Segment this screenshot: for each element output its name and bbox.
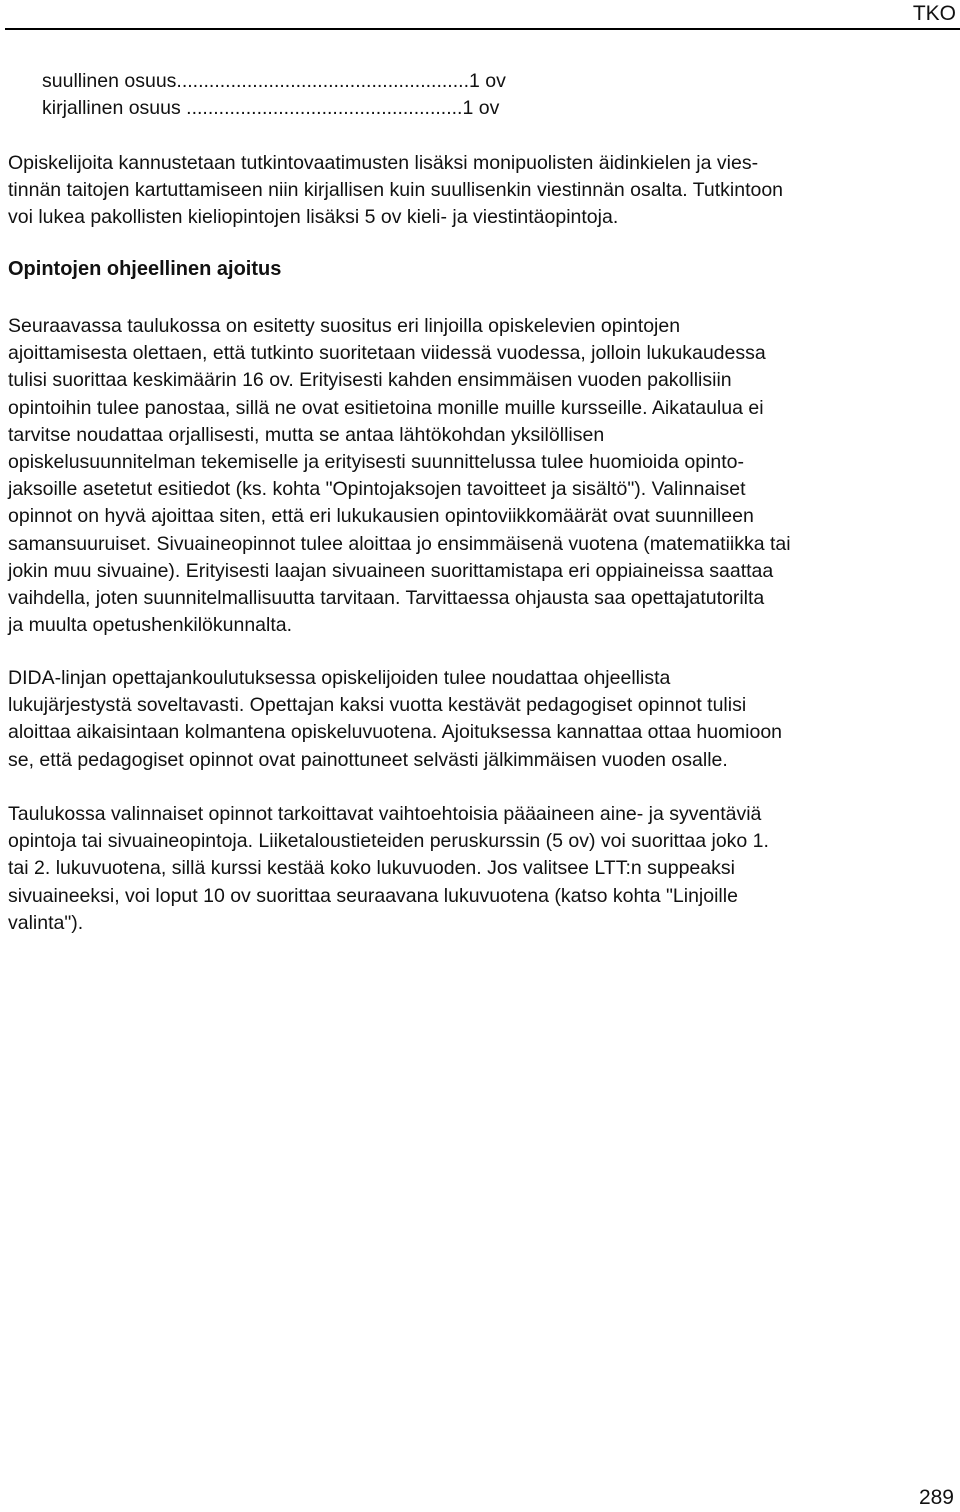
section-heading: Opintojen ohjeellinen ajoitus [8, 258, 282, 280]
paragraph-line: DIDA-linjan opettajankoulutuksessa opiskelijoiden tulee noudattaa ohjeellista [8, 667, 671, 689]
intro-line: tinnän taitojen kartuttamiseen niin kirjallisen kuin suullisenkin viestinnän osalta. Tutkintoon [8, 179, 784, 202]
paragraph-line: sivuaineeksi, voi loput 10 ov suorittaa seuraavana lukuvuotena (katso kohta "Linjoille [8, 884, 738, 907]
paragraph-line: Seuraavassa taulukossa on esitetty suositus eri linjoilla opiskelevien opintojen [8, 315, 681, 337]
elective-paragraph [8, 801, 943, 937]
credit-line-written: kirjallinen osuus ...................................................1 ov [42, 97, 500, 120]
paragraph-line: tulisi suorittaa keskimäärin 16 ov. Erityisesti kahden ensimmäisen vuoden pakollisiin [8, 369, 732, 392]
intro-line: voi lukea pakollisten kieliopintojen lisäksi 5 ov kieli- ja viestintäopintoja. [8, 206, 619, 229]
paragraph-line: opintoja tai sivuaineopintoja. Liiketaloustieteiden peruskurssin (5 ov) voi suorittaa joko 1. [8, 830, 769, 853]
paragraph-line: tai 2. lukuvuotena, sillä kurssi kestää koko lukuvuoden. Jos valitsee LTT:n suppeaksi [8, 857, 735, 880]
page-number: 289 [918, 1486, 954, 1509]
paragraph-line: ajoittamisesta olettaen, että tutkinto suoritetaan viidessä vuodessa, jolloin lukukaudessa [8, 342, 766, 365]
intro-paragraph [8, 150, 943, 232]
dida-paragraph [8, 665, 943, 774]
paragraph-line: samansuuruiset. Sivuaineopinnot tulee aloittaa jo ensimmäisenä vuotena (matematiikka tai [8, 532, 791, 555]
paragraph-line: opiskelusuunnitelman tekemiselle ja erityisesti suunnittelussa tulee huomioida opinto- [8, 451, 744, 474]
paragraph-line: Taulukossa valinnaiset opinnot tarkoittavat vaihtoehtoisia pääaineen aine- ja syventäviä [8, 803, 762, 825]
paragraph-line: se, että pedagogiset opinnot ovat painottuneet selvästi jälkimmäisen vuoden osalle. [8, 748, 728, 771]
credit-list [42, 68, 902, 122]
intro-line: Opiskelijoita kannustetaan tutkintovaatimusten lisäksi monipuolisten äidinkielen ja vies- [8, 152, 759, 174]
paragraph-line: valinta"). [8, 911, 84, 934]
paragraph-line: ja muulta opetushenkilökunnalta. [8, 614, 293, 637]
paragraph-line: jokin muu sivuaine). Erityisesti laajan sivuaineen suorittamistapa eri oppiaineissa saattaa [8, 559, 774, 582]
paragraph-line: lukujärjestystä soveltavasti. Opettajan kaksi vuotta kestävät pedagogiset opinnot tulisi [8, 694, 747, 717]
paragraph-line: opinnot on hyvä ajoittaa siten, että eri lukukausien opintoviikkomäärät ovat suunnilleen [8, 505, 754, 528]
paragraph-line: jaksoille asetetut esitiedot (ks. kohta "Opintojaksojen tavoitteet ja sisältö"). Valinnaiset [8, 478, 746, 501]
paragraph-line: vaihdella, joten suunnitelmallisuutta tarvitaan. Tarvittaessa ohjausta saa opettajatutorilta [8, 587, 765, 610]
paragraph-line: aloittaa aikaisintaan kolmantena opiskeluvuotena. Ajoituksessa kannattaa ottaa huomioon [8, 721, 783, 744]
paragraph-line: tarvitse noudattaa orjallisesti, mutta se antaa lähtökohdan yksilöllisen [8, 423, 605, 446]
running-header-label: TKO [912, 2, 956, 25]
schedule-paragraph [8, 313, 943, 639]
credit-line-oral: suullinen osuus......................................................1 ov [42, 70, 506, 92]
header-rule [5, 28, 960, 30]
paragraph-line: opintoihin tulee panostaa, sillä ne ovat esitietoina monille muille kursseille. Aikataulua ei [8, 396, 764, 419]
